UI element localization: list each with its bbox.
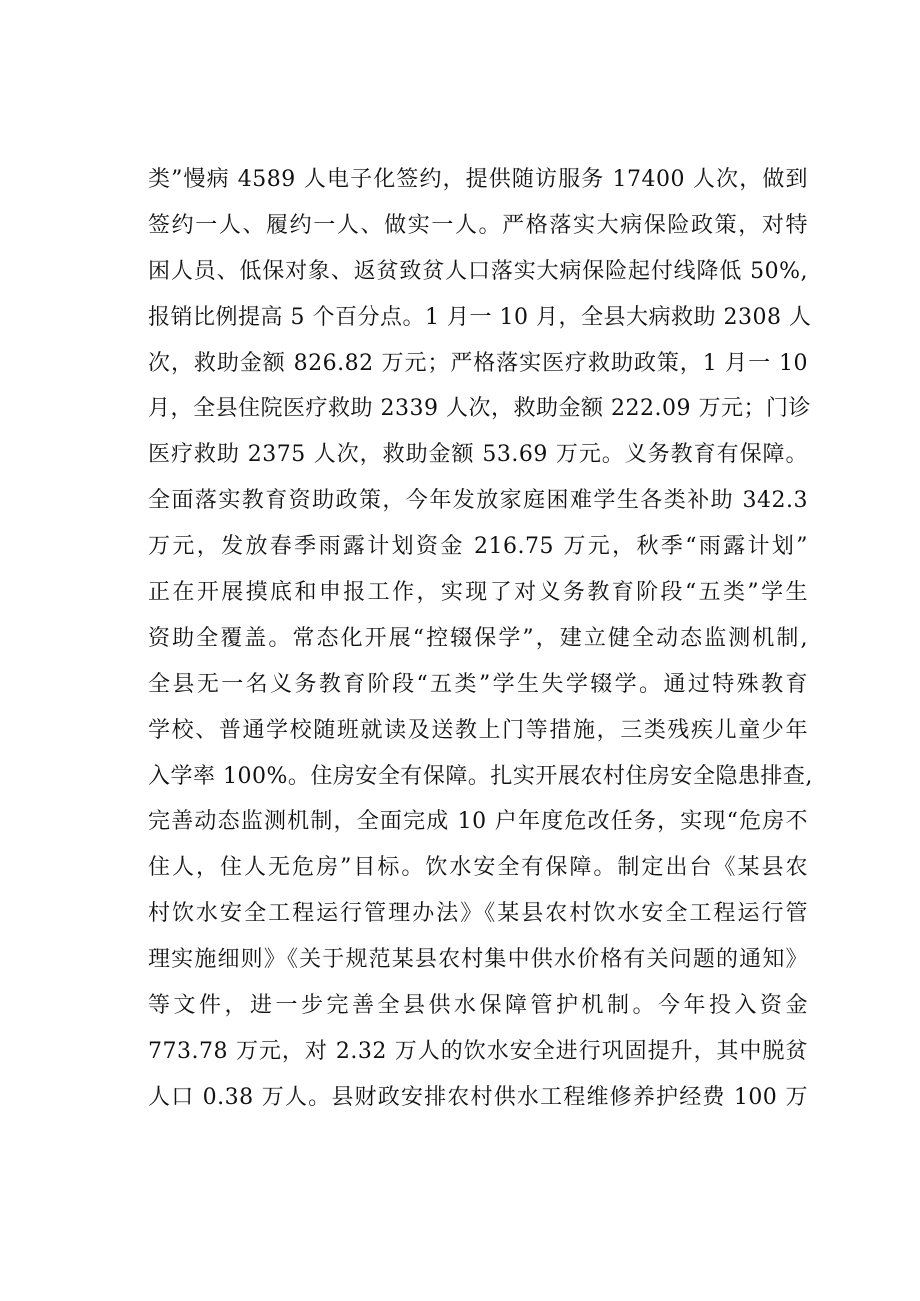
text-line: 人口 0.38 万人。县财政安排农村供水工程维修养护经费 100 万 bbox=[148, 1084, 808, 1110]
text-line: 学校、普通学校随班就读及送教上门等措施，三类残疾儿童少年 bbox=[148, 717, 808, 743]
text-line: 入学率 100%。住房安全有保障。扎实开展农村住房安全隐患排查, bbox=[148, 763, 813, 789]
text-line: 正在开展摸底和申报工作，实现了对义务教育阶段“五类”学生 bbox=[148, 580, 808, 606]
text-line: 村饮水安全工程运行管理办法》《某县农村饮水安全工程运行管 bbox=[148, 901, 808, 927]
text-line: 类”慢病 4589 人电子化签约，提供随访服务 17400 人次，做到 bbox=[148, 167, 808, 192]
text-line: 住人，住人无危房”目标。饮水安全有保障。制定出台《某县农 bbox=[148, 855, 808, 881]
text-line: 医疗救助 2375 人次，救助金额 53.69 万元。义务教育有保障。 bbox=[148, 442, 808, 468]
text-line: 理实施细则》《关于规范某县农村集中供水价格有关问题的通知》 bbox=[148, 947, 808, 973]
text-line: 等文件，进一步完善全县供水保障管护机制。今年投入资金 bbox=[148, 993, 808, 1019]
text-line: 全县无一名义务教育阶段“五类”学生失学辍学。通过特殊教育 bbox=[148, 671, 808, 697]
text-line: 签约一人、履约一人、做实一人。严格落实大病保险政策，对特 bbox=[148, 212, 808, 238]
text-line: 报销比例提高 5 个百分点。1 月一 10 月，全县大病救助 2308 人 bbox=[148, 304, 812, 330]
text-line: 资助全覆盖。常态化开展“控辍保学”，建立健全动态监测机制, bbox=[148, 625, 808, 651]
text-line: 完善动态监测机制，全面完成 10 户年度危改任务，实现“危房不 bbox=[148, 809, 808, 835]
text-line: 次，救助金额 826.82 万元；严格落实医疗救助政策，1 月一 10 bbox=[148, 350, 808, 376]
text-line: 困人员、低保对象、返贫致贫人口落实大病保险起付线降低 50%, bbox=[148, 258, 808, 284]
text-line: 万元，发放春季雨露计划资金 216.75 万元，秋季“雨露计划” bbox=[148, 534, 808, 560]
body-paragraph bbox=[148, 157, 813, 1121]
text-line: 773.78 万元，对 2.32 万人的饮水安全进行巩固提升，其中脱贫 bbox=[148, 1038, 808, 1064]
text-line: 全面落实教育资助政策，今年发放家庭困难学生各类补助 342.3 bbox=[148, 488, 808, 514]
text-line: 月，全县住院医疗救助 2339 人次，救助金额 222.09 万元；门诊 bbox=[148, 396, 811, 422]
